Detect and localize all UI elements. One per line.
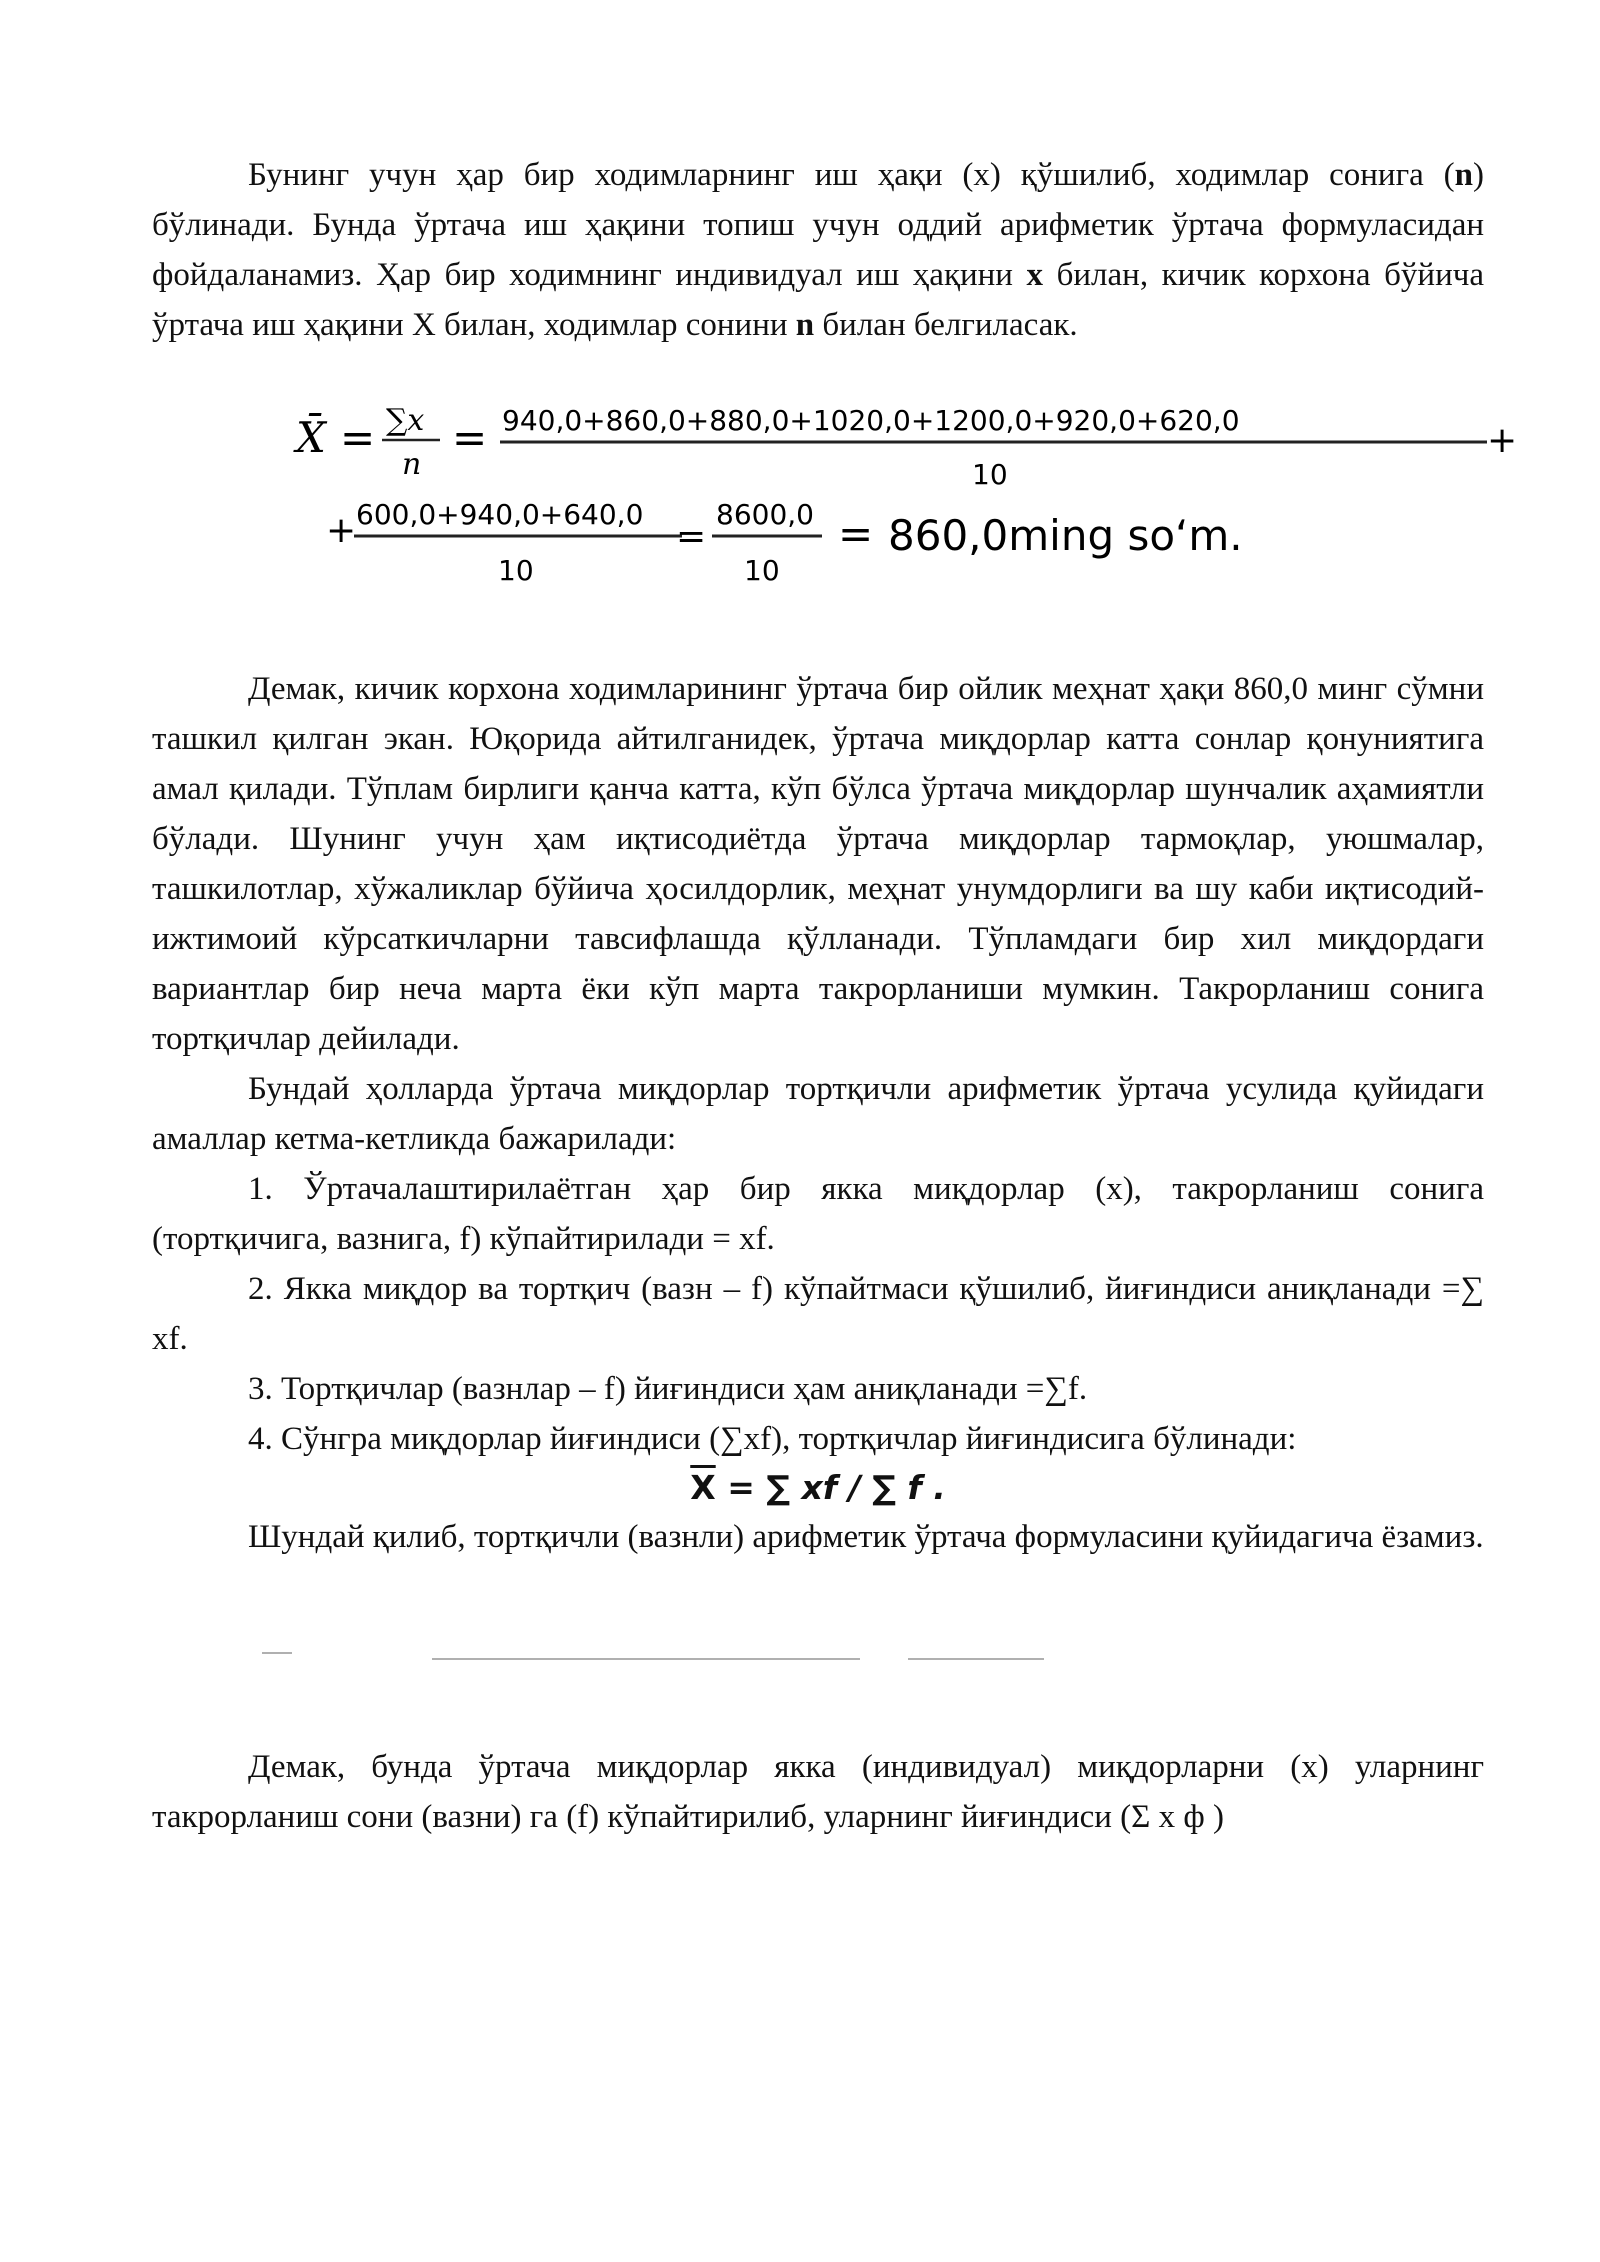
blank-formula-area bbox=[152, 1562, 1484, 1742]
formula-sum-num: ∑x bbox=[386, 403, 425, 438]
paragraph-steps-intro: Бундай ҳолларда ўртача миқдорлар тортқичли арифметик ўртача усулида қуйидаги амаллар кетма-кетликда бажарилади: bbox=[152, 1071, 1484, 1157]
paragraph-conclusion: Демак, кичик корхона ходимларининг ўртача бир ойлик меҳнат ҳақи 860,0 минг сўмни ташкил қилган экан. Юқорида айтилганидек, ўртача миқдорлар катта сонлар қонуниятига амал қилади. Тўплам бирлиги қанча катта, кўп бўлса ўртача миқдорлар шунчалик аҳамиятли бўлади. Шунинг учун ҳам иқтисодиётда ўртача миқдорлар тармоқлар, уюшмалар, ташкилотлар, хўжаликлар бўйича ҳосилдорлик, меҳнат унумдорлиги ва шу каби иқтисодий-ижтимоий кўрсаткичларни тавсифлашда қўлланади. Тўпламдаги бир хил миқдордаги вариантлар бир неча марта ёки кўп марта такрорланиши мумкин. Такрорланиш сонига тортқичлар дейилади. bbox=[152, 671, 1484, 1057]
text-run: ) бўлинади. Бунда ўртача иш ҳақини топиш учун оддий арифметик ўртача формуласидан фойдаланамиз. Ҳар бир ходимнинг индивидуал иш ҳақини bbox=[152, 157, 1484, 293]
formula-num2: 600,0+940,0+640,0 bbox=[356, 498, 644, 531]
formula-eq1: = bbox=[340, 413, 376, 462]
formula-num3: 8600,0 bbox=[716, 498, 814, 531]
bold-n: n bbox=[1454, 157, 1473, 193]
mean-formula bbox=[292, 403, 1518, 587]
mean-formula-svg bbox=[292, 403, 1532, 587]
formula-eq3: = bbox=[676, 516, 707, 557]
blank-rule bbox=[908, 1658, 1044, 1660]
document-page bbox=[152, 150, 1518, 1842]
paragraph-weighted: Шундай қилиб, тортқичли (вазнли) арифметик ўртача формуласини қуйидагича ёзамиз. bbox=[248, 1519, 1484, 1555]
formula-plus-start: + bbox=[326, 510, 357, 551]
bold-x: x bbox=[1026, 257, 1044, 293]
formula-lhs: X̄ bbox=[296, 413, 326, 462]
formula-plus-end: + bbox=[1487, 420, 1518, 461]
list-item-1: 1. Ўртачалаштирилаётган ҳар бир якка миқдорлар (x), такрорланиш сонига (тортқичига, вазнига, f) кўпайтирилади = xf. bbox=[152, 1171, 1484, 1257]
list-item-4: 4. Сўнгра миқдорлар йиғиндиси (∑xf), тортқичлар йиғиндисига бўлинади: bbox=[248, 1421, 1297, 1457]
text-run: билан, кичик корхона бўйича ўртача иш ҳақини X билан, ходимлар сонини bbox=[152, 257, 1484, 343]
formula-den1: 10 bbox=[972, 458, 1008, 491]
formula-sum-den: n bbox=[402, 447, 422, 482]
text-run: билан белгиласак. bbox=[814, 307, 1078, 343]
paragraph-intro bbox=[152, 150, 1484, 350]
blank-rule bbox=[262, 1652, 292, 1654]
formula-rest: = ∑ xf / ∑ f . bbox=[727, 1468, 946, 1507]
formula-result: 860,0ming so‘m. bbox=[888, 511, 1243, 560]
list-item-2: 2. Якка миқдор ва тортқич (вазн – f) кўпайтмаси қўшилиб, йиғиндиси аниқланади =∑ xf. bbox=[152, 1271, 1484, 1357]
paragraph-final: Демак, бунда ўртача миқдорлар якка (индивидуал) миқдорларни (x) уларнинг такрорланиш сони (вазни) га (f) кўпайтирилиб, уларнинг йиғиндиси (Σ x ф ) bbox=[152, 1749, 1484, 1835]
list-item-3: 3. Тортқичлар (вазнлар – f) йиғиндиси ҳам аниқланади =∑f. bbox=[248, 1371, 1088, 1407]
formula-xbar: $\overline{X}$ bbox=[690, 1468, 716, 1507]
blank-rule bbox=[432, 1658, 860, 1660]
weighted-mean-formula bbox=[152, 1464, 1484, 1512]
text-run: Бунинг учун ҳар бир ходимларнинг иш ҳақи (x) қўшилиб, ходимлар сонига ( bbox=[248, 157, 1455, 193]
formula-eq2: = bbox=[452, 413, 488, 462]
formula-den3: 10 bbox=[744, 554, 780, 587]
formula-num1: 940,0+860,0+880,0+1020,0+1200,0+920,0+620,0 bbox=[502, 404, 1240, 437]
formula-den2: 10 bbox=[498, 554, 534, 587]
formula-eq4: = bbox=[838, 509, 874, 558]
bold-n: n bbox=[795, 307, 815, 343]
